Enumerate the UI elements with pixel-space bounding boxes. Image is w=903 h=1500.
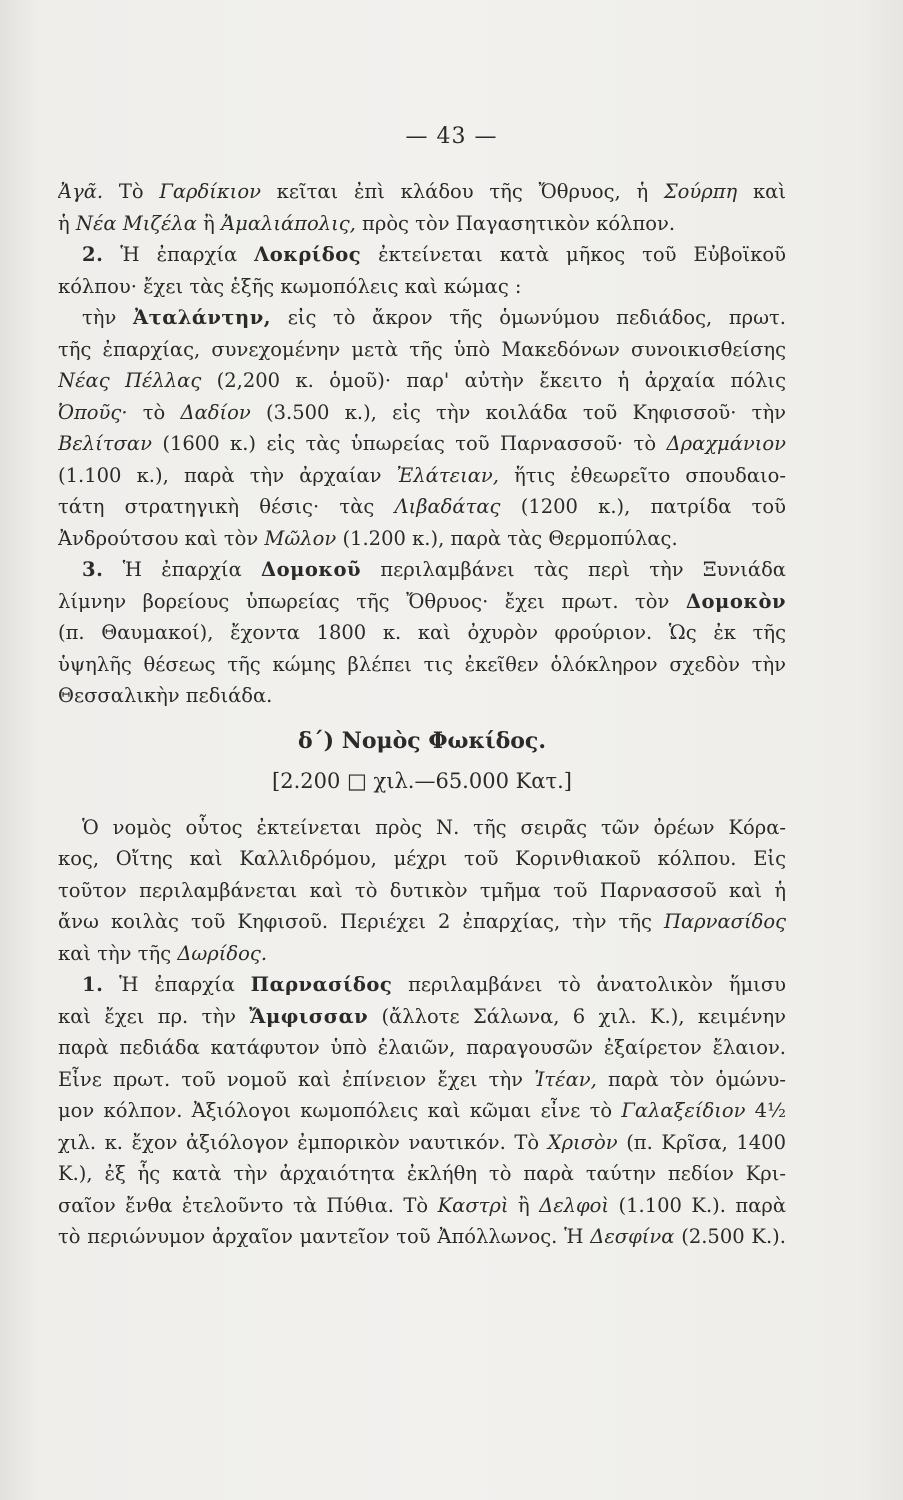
text-line: [58, 1032, 786, 1064]
italic-term: Ἰτέαν,: [534, 1067, 597, 1091]
text-run: (π. Θαυμακοί), ἔχοντα 1800 κ. καὶ ὀχυρὸν φρούριον. Ὡς ἐκ τῆς: [58, 621, 786, 644]
italic-term: Ἀμαλιάπολις,: [221, 211, 356, 235]
text-run: περιλαμβάνει τὸ ἀνατολικὸν ἥμισυ: [392, 973, 786, 996]
text-line: [58, 302, 786, 334]
text-run: ἐκτείνεται κατὰ μῆκος τοῦ Εὐβοϊκοῦ: [361, 243, 786, 266]
bold-term: Παρνασίδος: [250, 973, 393, 996]
text-run: Ὁ νομὸς οὗτος ἐκτείνεται πρὸς Ν. τῆς σειρᾶς τῶν ὀρέων Κόρα-: [82, 815, 786, 839]
bold-term: Δομοκὸν: [685, 589, 786, 613]
text-run: καὶ τὴν τῆς: [58, 941, 178, 965]
italic-term: Γαλαξείδιον: [621, 1099, 746, 1122]
italic-term: Δεσφίνα: [590, 1225, 675, 1248]
italic-term: Χρισὸν: [547, 1130, 618, 1154]
text-line: [58, 875, 786, 907]
italic-term: Δαδίον: [180, 400, 251, 424]
text-line: [58, 906, 786, 938]
text-line: [58, 208, 786, 240]
text-run: παρὰ τὸν ὁμώνυ-: [596, 1067, 786, 1091]
bold-term: 1.: [82, 973, 104, 996]
section-subheading: [2.200 □ χιλ.—65.000 Κατ.]: [272, 768, 572, 793]
text-run: τοῦτον περιλαμβάνεται καὶ τὸ δυτικὸν τμῆμα τοῦ Παρνασσοῦ καὶ ἡ: [58, 878, 786, 902]
text-run: ἥτις ἐθεωρεῖτο σπουδαιο-: [498, 463, 786, 487]
text-run: (2.500 Κ.).: [674, 1225, 786, 1248]
text-run: ἢ: [508, 1193, 540, 1217]
body-text: [58, 176, 786, 1253]
italic-term: Νέας Πέλλας: [58, 369, 202, 392]
text-line: [58, 365, 786, 397]
text-line: [58, 617, 786, 649]
text-run: παρὰ πεδιάδα κατάφυτον ὑπὸ ἐλαιῶν, παραγουσῶν ἐξαίρετον ἔλαιον.: [58, 1036, 786, 1059]
text-line: [58, 1127, 786, 1159]
text-run: σαῖον ἔνθα ἐτελοῦντο τὰ Πύθια. Τὸ: [58, 1193, 438, 1217]
text-block-1: [58, 176, 786, 712]
text-run: μον κόλπον. Ἀξιόλογοι κωμοπόλεις καὶ κῶμαι εἶνε τὸ: [58, 1099, 622, 1122]
text-line: [58, 523, 786, 555]
text-line: [58, 1221, 786, 1253]
italic-term: Δελφοὶ: [539, 1193, 610, 1217]
text-line: [58, 649, 786, 681]
text-run: καὶ ἔχει πρ. τὴν: [58, 1004, 250, 1028]
text-run: (ἄλλοτε Σάλωνα, 6 χιλ. Κ.), κειμένην: [368, 1004, 786, 1028]
bold-term: Ἄμφισσαν: [249, 1004, 369, 1028]
italic-term: Δωρίδος.: [177, 941, 268, 965]
italic-term: Λιβαδάτας: [394, 495, 501, 518]
text-run: (1200 κ.), πατρίδα τοῦ: [500, 495, 786, 518]
text-run: τὸ: [127, 400, 181, 424]
text-line: [58, 491, 786, 523]
text-line: [58, 1095, 786, 1127]
text-run: πρὸς τὸν Παγασητικὸν κόλπον.: [355, 211, 676, 235]
text-run: Ἡ ἐπαρχία: [103, 243, 255, 266]
text-line: [58, 969, 786, 1001]
text-run: λίμνην βορείους ὑπωρείας τῆς Ὄθρυος· ἔχει πρωτ. τὸν: [58, 589, 686, 613]
text-run: τὸ περιώνυμον ἀρχαῖον μαντεῖον τοῦ Ἀπόλλωνος. Ἡ: [58, 1225, 591, 1248]
text-run: τὴν: [82, 306, 133, 329]
text-run: κος, Οἴτης καὶ Καλλιδρόμου, μέχρι τοῦ Κορινθιακοῦ κόλπου. Εἰς: [58, 847, 786, 870]
text-run: τάτη στρατηγικὴ θέσις· τὰς: [58, 495, 395, 518]
text-run: (1.100 Κ.). παρὰ: [609, 1193, 786, 1217]
text-line: [58, 1158, 786, 1190]
text-run: Κ.), ἐξ ἧς κατὰ τὴν ἀρχαιότητα ἐκλήθη τὸ παρὰ ταύτην πεδίον Κρι-: [58, 1162, 786, 1185]
text-run: (π. Κρῖσα, 1400: [617, 1130, 786, 1154]
bold-term: Ἀταλάντην,: [132, 306, 272, 329]
text-line: [58, 428, 786, 460]
text-run: ὑψηλῆς θέσεως τῆς κώμης βλέπει τις ἐκεῖθεν ὁλόκληρον σχεδὸν τὴν: [58, 652, 786, 676]
bold-term: Λοκρίδος: [254, 243, 362, 266]
italic-term: Ἐλάτειαν,: [396, 463, 499, 487]
text-line: [58, 680, 786, 712]
text-line: [58, 586, 786, 618]
text-run: ἢ: [196, 211, 222, 235]
page-number: — 43 —: [405, 124, 498, 149]
italic-term: Νέα Μιζέλα: [75, 211, 197, 235]
text-line: [58, 239, 786, 271]
text-run: καὶ: [737, 180, 786, 203]
bold-term: Δομοκοῦ: [261, 558, 362, 581]
text-line: [58, 554, 786, 586]
italic-term: Γαρδίκιον: [159, 180, 261, 203]
text-run: (1600 κ.) εἰς τὰς ὑπωρείας τοῦ Παρνασσοῦ· τὸ: [151, 432, 667, 455]
bold-term: 2.: [82, 243, 104, 266]
italic-term: Ἀγᾶ.: [58, 180, 104, 203]
text-line: [58, 938, 786, 970]
text-run: ἄνω κοιλὰς τοῦ Κηφισοῦ. Περιέχει 2 ἐπαρχίας, τὴν τῆς: [58, 910, 664, 933]
text-run: Ἡ ἐπαρχία: [103, 558, 261, 581]
italic-term: Σούρπη: [663, 180, 738, 203]
italic-term: Ὀποῦς·: [58, 400, 128, 424]
text-run: τῆς ἐπαρχίας, συνεχομένην μετὰ τῆς ὑπὸ Μακεδόνων συνοικισθείσης: [58, 337, 786, 361]
text-run: Θεσσαλικὴν πεδιάδα.: [58, 684, 273, 707]
text-block-2: [58, 812, 786, 1253]
italic-term: Δραχμάνιον: [666, 432, 786, 455]
text-line: [58, 397, 786, 429]
text-run: κεῖται ἐπὶ κλάδου τῆς Ὄθρυος, ἡ: [260, 180, 664, 203]
text-run: Ἀνδρούτσου καὶ τὸν: [58, 526, 265, 550]
text-line: [58, 334, 786, 366]
text-run: ἡ: [58, 211, 76, 235]
text-run: 4½: [745, 1099, 786, 1122]
text-run: Τὸ: [103, 180, 160, 203]
text-run: (1.200 κ.), παρὰ τὰς Θερμοπύλας.: [336, 526, 678, 550]
bold-term: 3.: [82, 558, 104, 581]
text-line: [58, 812, 786, 844]
text-line: [58, 1001, 786, 1033]
text-run: εἰς τὸ ἄκρον τῆς ὁμωνύμου πεδιάδος, πρωτ.: [271, 306, 786, 329]
text-line: [58, 1064, 786, 1096]
text-line: [58, 460, 786, 492]
italic-term: Καστρὶ: [437, 1193, 509, 1217]
text-run: Εἶνε πρωτ. τοῦ νομοῦ καὶ ἐπίνειον ἔχει τὴν: [58, 1067, 535, 1091]
text-run: Ἡ ἐπαρχία: [103, 973, 251, 996]
text-line: [58, 271, 786, 303]
text-line: [58, 1190, 786, 1222]
text-run: χιλ. κ. ἔχον ἀξιόλογον ἐμπορικὸν ναυτικόν. Τὸ: [58, 1130, 548, 1154]
text-line: [58, 843, 786, 875]
text-run: (3.500 κ.), εἰς τὴν κοιλάδα τοῦ Κηφισσοῦ· τὴν: [250, 400, 786, 424]
italic-term: Βελίτσαν: [58, 432, 152, 455]
section-heading: δ΄) Νομὸς Φωκίδος.: [297, 727, 546, 754]
text-line: [58, 176, 786, 208]
italic-term: Παρνασίδος: [663, 910, 786, 933]
text-run: περιλαμβάνει τὰς περὶ τὴν Ξυνιάδα: [361, 558, 786, 581]
text-run: (2,200 κ. ὁμοῦ)· παρ' αὐτὴν ἔκειτο ἡ ἀρχαία πόλις: [201, 369, 786, 392]
text-run: κόλπου· ἔχει τὰς ἑξῆς κωμοπόλεις καὶ κώμας :: [58, 274, 522, 298]
text-run: (1.100 κ.), παρὰ τὴν ἀρχαίαν: [58, 463, 397, 487]
italic-term: Μῶλον: [264, 526, 337, 550]
